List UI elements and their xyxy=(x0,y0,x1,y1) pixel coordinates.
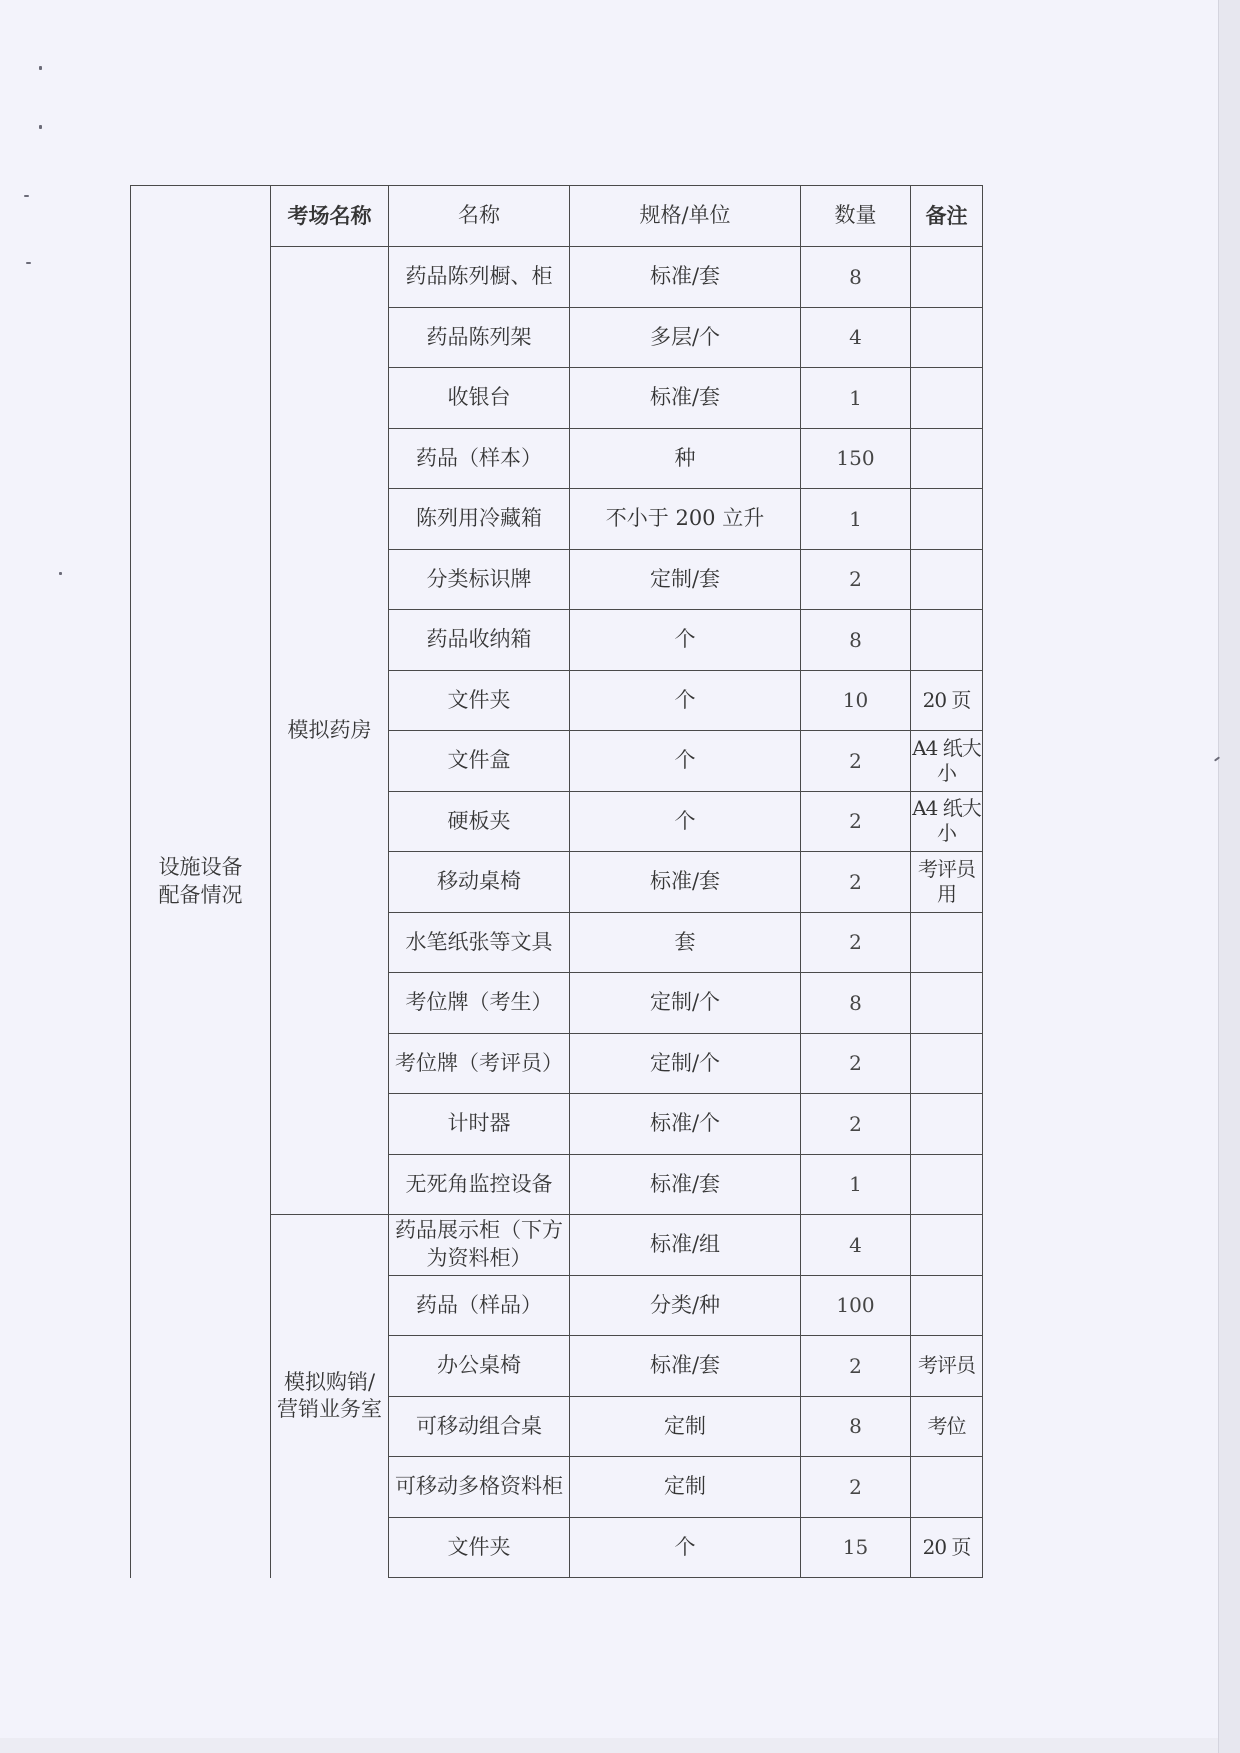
venue-cell xyxy=(271,1215,389,1578)
item-quantity-cell: 8 xyxy=(801,973,911,1034)
item-spec-cell: 多层/个 xyxy=(570,307,801,368)
item-note-cell: 考评员 xyxy=(911,1336,983,1397)
item-quantity-cell: 2 xyxy=(801,731,911,792)
scan-speck xyxy=(39,125,42,129)
item-spec-cell: 个 xyxy=(570,610,801,671)
item-name-cell: 药品陈列橱、柜 xyxy=(389,247,570,308)
item-spec-cell: 定制 xyxy=(570,1457,801,1518)
item-name-cell: 文件夹 xyxy=(389,1517,570,1578)
item-spec-cell: 个 xyxy=(570,670,801,731)
item-spec-cell: 个 xyxy=(570,791,801,852)
item-note-cell: 20 页 xyxy=(911,670,983,731)
item-spec-cell: 定制/套 xyxy=(570,549,801,610)
item-quantity-cell: 10 xyxy=(801,670,911,731)
item-spec-cell: 标准/套 xyxy=(570,1336,801,1397)
section-label-line: 设施设备 xyxy=(158,855,243,880)
item-note-cell xyxy=(911,1033,983,1094)
item-note-cell: 20 页 xyxy=(911,1517,983,1578)
equipment-table xyxy=(130,185,983,1578)
item-spec-cell: 标准/套 xyxy=(570,1154,801,1215)
item-quantity-cell: 2 xyxy=(801,549,911,610)
item-quantity-cell: 2 xyxy=(801,912,911,973)
item-name-cell: 收银台 xyxy=(389,368,570,429)
item-note-cell: A4 纸大小 xyxy=(911,791,983,852)
item-name-cell: 分类标识牌 xyxy=(389,549,570,610)
venue-name-line: 模拟购销/ xyxy=(283,1369,376,1394)
item-note-cell xyxy=(911,610,983,671)
item-quantity-cell: 2 xyxy=(801,1457,911,1518)
item-quantity-cell: 4 xyxy=(801,1215,911,1276)
venue-name-line: 模拟药房 xyxy=(287,717,372,742)
scan-speck xyxy=(26,262,31,264)
item-note-cell: 考评员用 xyxy=(911,852,983,913)
item-quantity-cell: 1 xyxy=(801,368,911,429)
item-spec-cell: 套 xyxy=(570,912,801,973)
item-spec-cell: 不小于 200 立升 xyxy=(570,489,801,550)
item-quantity-cell: 8 xyxy=(801,247,911,308)
header-qty: 数量 xyxy=(801,186,911,247)
scan-speck xyxy=(24,195,29,197)
section-label-line: 配备情况 xyxy=(158,882,243,907)
item-name-cell: 移动桌椅 xyxy=(389,852,570,913)
item-note-cell xyxy=(911,912,983,973)
item-note-cell xyxy=(911,428,983,489)
item-spec-cell: 种 xyxy=(570,428,801,489)
header-venue: 考场名称 xyxy=(271,186,389,247)
item-note-cell xyxy=(911,1154,983,1215)
scan-speck xyxy=(59,572,62,575)
item-note-cell xyxy=(911,307,983,368)
item-spec-cell: 定制/个 xyxy=(570,973,801,1034)
item-quantity-cell: 4 xyxy=(801,307,911,368)
item-name-cell: 可移动组合桌 xyxy=(389,1396,570,1457)
item-spec-cell: 标准/组 xyxy=(570,1215,801,1276)
item-note-cell xyxy=(911,489,983,550)
venue-cell xyxy=(271,247,389,1215)
item-quantity-cell: 1 xyxy=(801,1154,911,1215)
item-spec-cell: 分类/种 xyxy=(570,1275,801,1336)
item-quantity-cell: 2 xyxy=(801,1094,911,1155)
item-note-cell: 考位 xyxy=(911,1396,983,1457)
item-quantity-cell: 150 xyxy=(801,428,911,489)
item-name-cell: 文件盒 xyxy=(389,731,570,792)
item-name-cell: 可移动多格资料柜 xyxy=(389,1457,570,1518)
item-name-cell: 药品收纳箱 xyxy=(389,610,570,671)
item-quantity-cell: 100 xyxy=(801,1275,911,1336)
item-note-cell xyxy=(911,1094,983,1155)
item-name-cell: 药品（样本） xyxy=(389,428,570,489)
item-name-cell: 文件夹 xyxy=(389,670,570,731)
item-note-cell xyxy=(911,1275,983,1336)
item-name-cell: 水笔纸张等文具 xyxy=(389,912,570,973)
item-note-cell xyxy=(911,247,983,308)
item-spec-cell: 个 xyxy=(570,731,801,792)
item-note-cell xyxy=(911,973,983,1034)
item-spec-cell: 标准/个 xyxy=(570,1094,801,1155)
item-name-cell: 药品陈列架 xyxy=(389,307,570,368)
page-edge-right xyxy=(1218,0,1240,1753)
item-spec-cell: 标准/套 xyxy=(570,247,801,308)
item-note-cell xyxy=(911,1215,983,1276)
item-note-cell xyxy=(911,1457,983,1518)
item-quantity-cell: 15 xyxy=(801,1517,911,1578)
item-spec-cell: 定制/个 xyxy=(570,1033,801,1094)
header-spec: 规格/单位 xyxy=(570,186,801,247)
item-note-cell xyxy=(911,549,983,610)
item-name-cell: 办公桌椅 xyxy=(389,1336,570,1397)
item-name-cell: 无死角监控设备 xyxy=(389,1154,570,1215)
page-edge-bottom xyxy=(0,1738,1218,1753)
item-spec-cell: 定制 xyxy=(570,1396,801,1457)
item-quantity-cell: 2 xyxy=(801,1336,911,1397)
scan-speck xyxy=(39,66,42,70)
item-name-cell: 陈列用冷藏箱 xyxy=(389,489,570,550)
item-spec-cell: 个 xyxy=(570,1517,801,1578)
item-name-cell: 计时器 xyxy=(389,1094,570,1155)
item-spec-cell: 标准/套 xyxy=(570,368,801,429)
item-quantity-cell: 2 xyxy=(801,1033,911,1094)
venue-name-line: 营销业务室 xyxy=(277,1397,382,1422)
item-quantity-cell: 8 xyxy=(801,610,911,671)
item-name-cell: 考位牌（考生） xyxy=(389,973,570,1034)
header-row xyxy=(131,186,983,247)
item-quantity-cell: 2 xyxy=(801,791,911,852)
item-quantity-cell: 1 xyxy=(801,489,911,550)
item-quantity-cell: 2 xyxy=(801,852,911,913)
item-name-cell: 药品（样品） xyxy=(389,1275,570,1336)
item-name-cell: 药品展示柜（下方为资料柜） xyxy=(389,1215,570,1276)
section-label-cell xyxy=(131,186,271,1578)
item-name-cell: 考位牌（考评员） xyxy=(389,1033,570,1094)
item-note-cell: A4 纸大小 xyxy=(911,731,983,792)
header-note: 备注 xyxy=(911,186,983,247)
header-name: 名称 xyxy=(389,186,570,247)
item-spec-cell: 标准/套 xyxy=(570,852,801,913)
item-name-cell: 硬板夹 xyxy=(389,791,570,852)
item-note-cell xyxy=(911,368,983,429)
item-quantity-cell: 8 xyxy=(801,1396,911,1457)
